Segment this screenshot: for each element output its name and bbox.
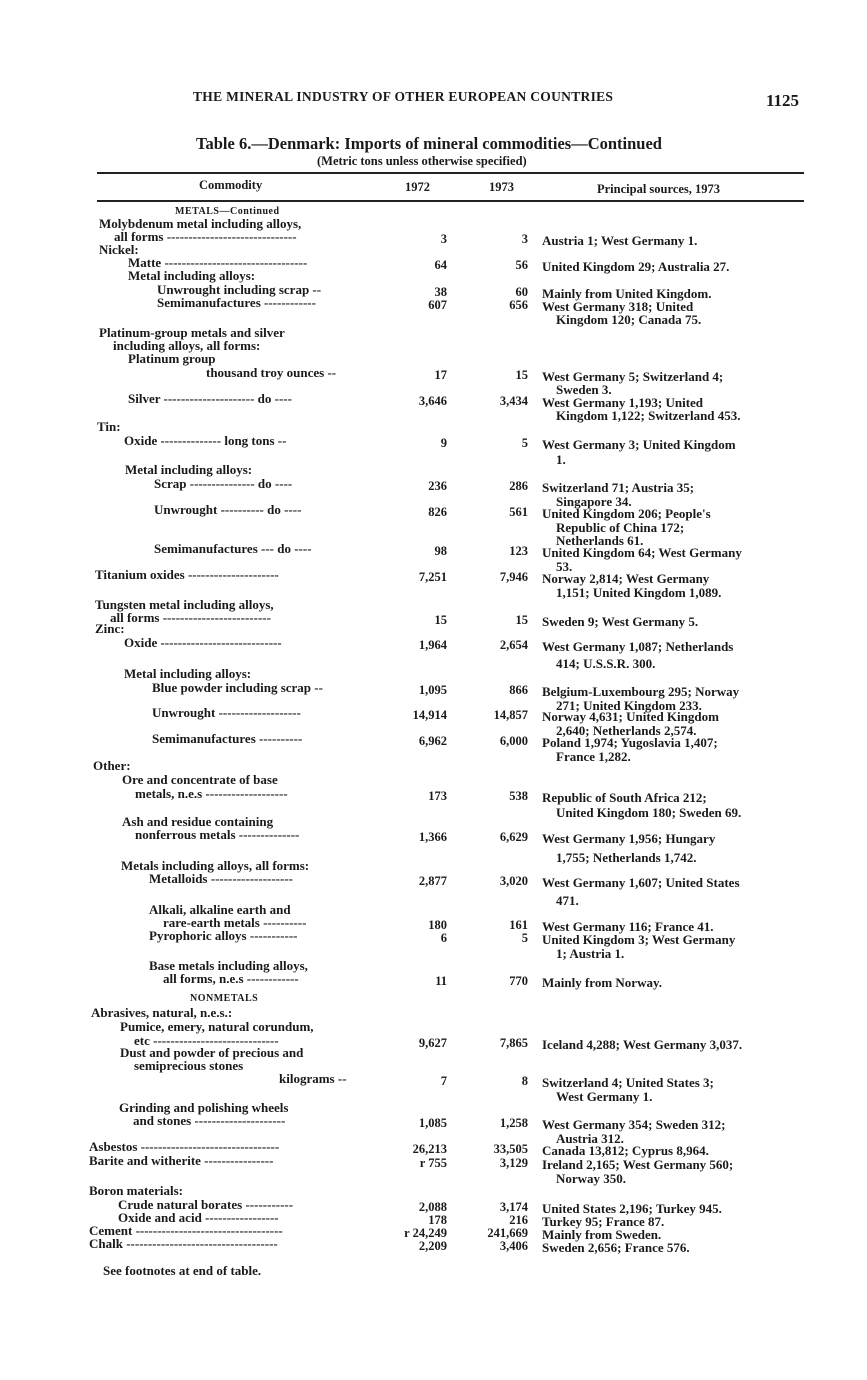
commodity-label: Base metals including alloys, [149,958,308,973]
value-1973: 6,000 [499,734,528,748]
principal-sources: Austria 312. [556,1131,624,1146]
commodity-label: Crude natural borates ----------- [118,1197,294,1212]
commodity-label: etc ----------------------------- [134,1033,279,1048]
commodity-label: Oxide and acid ----------------- [118,1210,279,1225]
commodity-label: Semimanufactures ------------ [157,295,316,310]
commodity-label: rare-earth metals ---------- [163,915,307,930]
section-heading: NONMETALS [190,993,259,1004]
principal-sources: West Germany 1,607; United States [542,875,740,890]
principal-sources: United Kingdom 180; Sweden 69. [556,805,742,820]
principal-sources: Turkey 95; France 87. [542,1214,665,1229]
commodity-label: semiprecious stones [134,1058,244,1073]
value-1973: 1,258 [499,1116,528,1130]
commodity-label: all forms ------------------------------ [114,229,297,244]
principal-sources: Kingdom 1,122; Switzerland 453. [556,408,741,423]
principal-sources: Norway 2,814; West Germany [542,571,710,586]
principal-sources: Netherlands 61. [556,533,644,548]
principal-sources: Norway 4,631; United Kingdom [542,709,719,724]
value-1973: 7,865 [499,1036,528,1050]
value-1972: 9,627 [418,1036,447,1050]
commodity-label: Metal including alloys: [128,268,256,283]
table-title: Table 6.—Denmark: Imports of mineral commodities—Continued [196,134,662,153]
commodity-label: Metal including alloys: [125,462,253,477]
commodity-label: Titanium oxides --------------------- [95,567,279,582]
value-1973: 286 [509,479,528,493]
commodity-label: Ash and residue containing [122,814,274,829]
commodity-label: Pumice, emery, natural corundum, [120,1019,314,1034]
value-1973: 3,020 [499,874,528,888]
principal-sources: Mainly from Sweden. [542,1227,662,1242]
value-1973: 7,946 [499,570,528,584]
principal-sources: 53. [556,559,573,574]
commodity-label: kilograms -- [279,1071,347,1086]
footnote: See footnotes at end of table. [103,1263,262,1278]
value-1972: 7 [440,1074,447,1088]
commodity-label: Metal including alloys: [124,666,252,681]
commodity-label: Unwrought including scrap -- [157,282,322,297]
commodity-label: Blue powder including scrap -- [152,680,323,695]
commodity-label: Platinum-group metals and silver [99,325,285,340]
commodity-label: Alkali, alkaline earth and [149,902,291,917]
value-1973: 3,129 [499,1156,528,1170]
value-1973: 5 [521,436,528,450]
commodity-label: Cement ---------------------------------- [89,1223,283,1238]
value-1972: 7,251 [418,570,447,584]
principal-sources: Switzerland 71; Austria 35; [542,480,695,495]
commodity-label: Abrasives, natural, n.e.s.: [91,1005,233,1020]
principal-sources: 414; U.S.S.R. 300. [556,656,656,671]
value-1972: 826 [428,505,447,519]
value-1972: 17 [434,368,447,382]
principal-sources: Iceland 4,288; West Germany 3,037. [542,1037,743,1052]
value-1972: r 755 [419,1156,447,1170]
principal-sources: 1; Austria 1. [556,946,625,961]
value-1973: 15 [515,368,528,382]
commodity-label: Platinum group [128,351,216,366]
principal-sources: Poland 1,974; Yugoslavia 1,407; [542,735,718,750]
value-1973: 15 [515,613,528,627]
value-1972: 2,209 [418,1239,447,1253]
commodity-label: Boron materials: [89,1183,183,1198]
principal-sources: 271; United Kingdom 233. [556,698,702,713]
principal-sources: Ireland 2,165; West Germany 560; [542,1157,734,1172]
value-1973: 656 [509,298,528,312]
principal-sources: Singapore 34. [556,494,632,509]
value-1973: 14,857 [493,708,528,722]
principal-sources: 1,755; Netherlands 1,742. [556,850,697,865]
commodity-label: Barite and witherite ---------------- [89,1153,274,1168]
running-title: THE MINERAL INDUSTRY OF OTHER EUROPEAN COUNTRIES [193,89,614,104]
principal-sources: 1,151; United Kingdom 1,089. [556,585,722,600]
commodity-label: Semimanufactures --- do ---- [154,541,312,556]
principal-sources: West Germany 354; Sweden 312; [542,1117,726,1132]
principal-sources: United Kingdom 206; People's [542,506,711,521]
commodity-label: Asbestos -------------------------------- [89,1139,280,1154]
value-1972: 1,095 [418,683,447,697]
principal-sources: West Germany 1,956; Hungary [542,831,716,846]
value-1973: 60 [515,285,528,299]
value-1972: 180 [428,918,447,932]
value-1972: 9 [440,436,447,450]
value-1973: 161 [509,918,528,932]
value-1973: 770 [509,974,528,988]
value-1973: 5 [521,931,528,945]
commodity-label: Unwrought ---------- do ---- [154,502,302,517]
principal-sources: Republic of China 172; [556,520,685,535]
value-1972: 607 [428,298,447,312]
column-header-sources: Principal sources, 1973 [597,182,721,196]
value-1973: 538 [509,789,528,803]
commodity-label: Dust and powder of precious and [120,1045,304,1060]
value-1973: 8 [521,1074,528,1088]
commodity-label: Metals including alloys, all forms: [121,858,310,873]
value-1972: 6,962 [418,734,447,748]
commodity-label: Unwrought ------------------- [152,705,301,720]
principal-sources: United Kingdom 29; Australia 27. [542,259,730,274]
value-1973: 3,406 [499,1239,528,1253]
commodity-label: and stones --------------------- [133,1113,286,1128]
principal-sources: Kingdom 120; Canada 75. [556,312,702,327]
value-1973: 216 [509,1213,528,1227]
value-1973: 561 [509,505,528,519]
principal-sources: Sweden 3. [556,382,612,397]
principal-sources: Republic of South Africa 212; [542,790,707,805]
principal-sources: Sweden 9; West Germany 5. [542,614,699,629]
commodity-label: nonferrous metals -------------- [135,827,300,842]
commodity-label: Silver --------------------- do ---- [128,391,292,406]
commodity-label: Grinding and polishing wheels [119,1100,289,1115]
commodity-label: Oxide ---------------------------- [124,635,282,650]
commodity-label: Tin: [97,419,121,434]
value-1972: 1,964 [418,638,447,652]
commodity-label: Matte --------------------------------- [128,255,308,270]
value-1972: 1,366 [418,830,447,844]
value-1973: 6,629 [499,830,528,844]
principal-sources: West Germany 1,193; United [542,395,704,410]
principal-sources: 2,640; Netherlands 2,574. [556,723,697,738]
commodity-label: Tungsten metal including alloys, [95,597,274,612]
principal-sources: United Kingdom 64; West Germany [542,545,742,560]
principal-sources: United Kingdom 3; West Germany [542,932,736,947]
value-1972: 1,085 [418,1116,447,1130]
principal-sources: United States 2,196; Turkey 945. [542,1201,722,1216]
commodity-label: Molybdenum metal including alloys, [99,216,302,231]
principal-sources: Norway 350. [556,1171,627,1186]
commodity-label: all forms ------------------------- [110,610,271,625]
commodity-label: metals, n.e.s ------------------- [135,786,288,801]
commodity-label: Semimanufactures ---------- [152,731,303,746]
page-number: 1125 [766,91,800,110]
commodity-label: Ore and concentrate of base [122,772,278,787]
column-header-1972: 1972 [405,180,430,194]
value-1973: 3 [521,232,528,246]
commodity-label: Oxide -------------- long tons -- [124,433,287,448]
principal-sources: West Germany 1. [556,1089,653,1104]
value-1972: 64 [434,258,447,272]
value-1972: 26,213 [412,1142,447,1156]
principal-sources: Switzerland 4; United States 3; [542,1075,714,1090]
value-1973: 866 [509,683,528,697]
principal-sources: Canada 13,812; Cyprus 8,964. [542,1143,709,1158]
value-1973: 33,505 [493,1142,528,1156]
commodity-label: including alloys, all forms: [113,338,261,353]
principal-sources: West Germany 318; United [542,299,694,314]
value-1973: 3,174 [499,1200,528,1214]
column-header-commodity: Commodity [199,178,263,192]
value-1972: 173 [428,789,447,803]
value-1973: 2,654 [499,638,528,652]
commodity-label: Other: [93,758,131,773]
value-1973: 3,434 [499,394,528,408]
value-1972: 15 [434,613,447,627]
value-1972: 98 [434,544,447,558]
value-1973: 123 [509,544,528,558]
table-subtitle: (Metric tons unless otherwise specified) [317,154,527,168]
value-1972: r 24,249 [404,1226,447,1240]
principal-sources: West Germany 3; United Kingdom [542,437,736,452]
value-1972: 2,877 [418,874,447,888]
principal-sources: West Germany 116; France 41. [542,919,714,934]
commodity-label: Nickel: [99,242,139,257]
commodity-label: Metalloids ------------------- [149,871,293,886]
top-rule [97,172,804,174]
value-1972: 178 [428,1213,447,1227]
commodity-label: Pyrophoric alloys ----------- [149,928,298,943]
principal-sources: Mainly from Norway. [542,975,662,990]
value-1972: 6 [440,931,447,945]
commodity-label: Chalk ----------------------------------- [89,1236,278,1251]
value-1972: 3,646 [418,394,447,408]
principal-sources: Sweden 2,656; France 576. [542,1240,690,1255]
section-heading: METALS—Continued [175,206,280,217]
value-1972: 11 [435,974,447,988]
commodity-label: thousand troy ounces -- [206,365,337,380]
header-rule [97,200,804,202]
principal-sources: 1. [556,452,566,467]
value-1973: 56 [515,258,528,272]
principal-sources: Belgium-Luxembourg 295; Norway [542,684,740,699]
principal-sources: 471. [556,893,579,908]
commodity-label: Scrap --------------- do ---- [154,476,293,491]
value-1973: 241,669 [487,1226,528,1240]
value-1972: 14,914 [412,708,447,722]
column-header-1973: 1973 [489,180,514,194]
principal-sources: West Germany 5; Switzerland 4; [542,369,724,384]
commodity-label: all forms, n.e.s ------------ [163,971,299,986]
principal-sources: Mainly from United Kingdom. [542,286,712,301]
principal-sources: West Germany 1,087; Netherlands [542,639,734,654]
value-1972: 3 [440,232,447,246]
value-1972: 236 [428,479,447,493]
value-1972: 38 [434,285,447,299]
principal-sources: Austria 1; West Germany 1. [542,233,698,248]
value-1972: 2,088 [418,1200,447,1214]
principal-sources: France 1,282. [556,749,631,764]
commodity-label: Zinc: [95,621,125,636]
